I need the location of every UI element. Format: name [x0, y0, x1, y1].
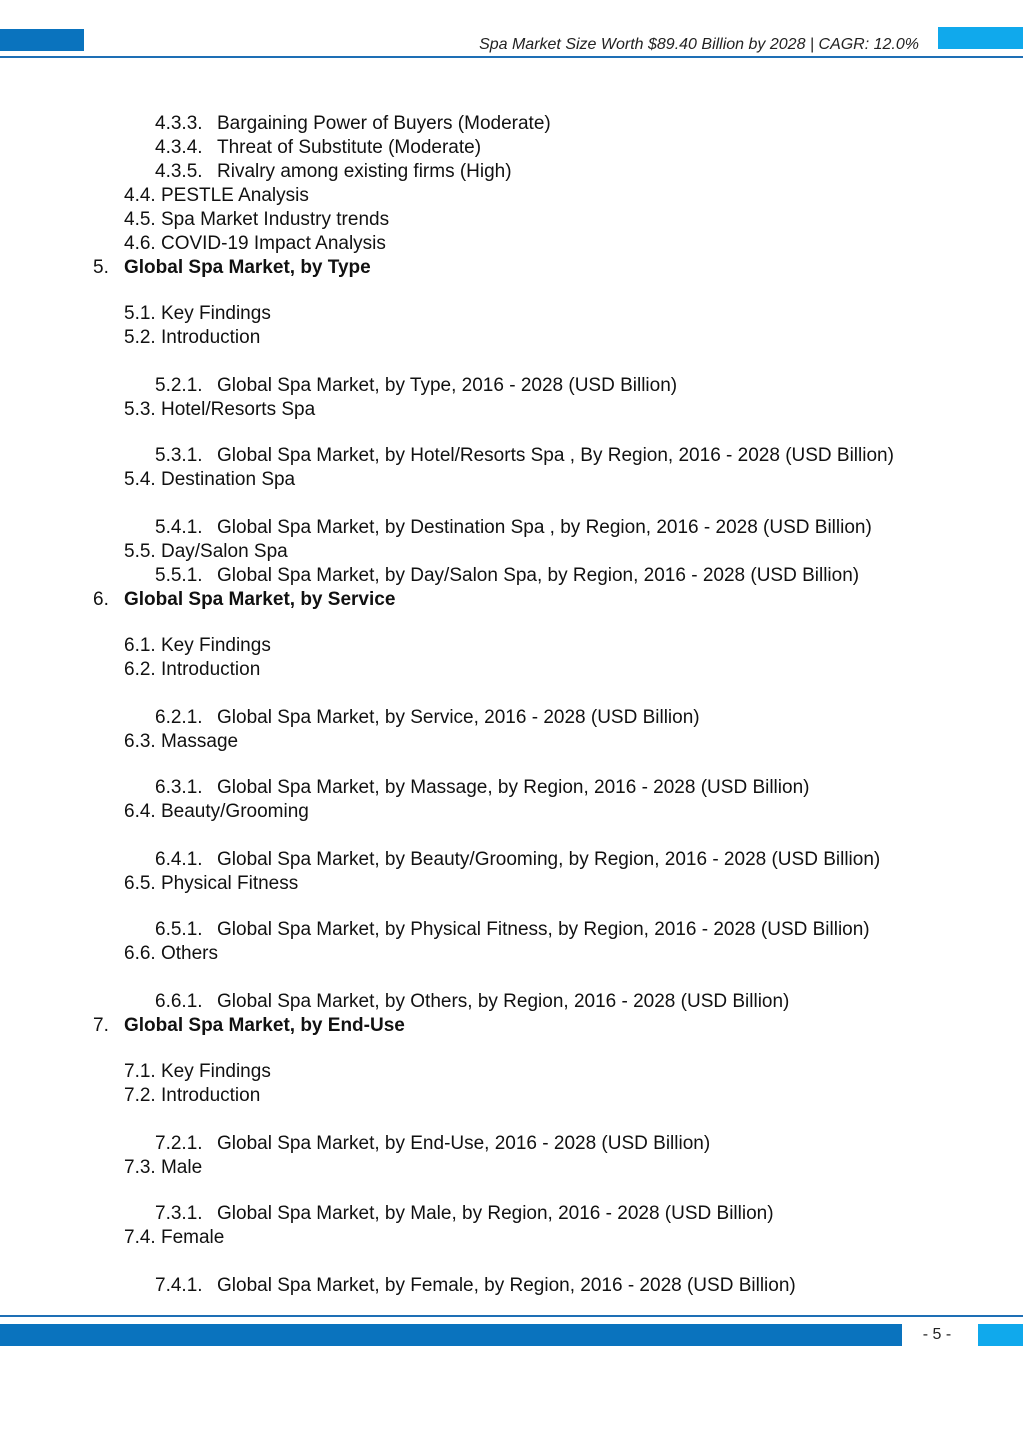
- toc-entry-label: Spa Market Industry trends: [160, 209, 390, 230]
- toc-entry-number: 7.2.1.: [155, 1133, 203, 1154]
- toc-entry-level-2[interactable]: [124, 1084, 260, 1108]
- toc-entry-level-3[interactable]: [155, 990, 789, 1014]
- toc-entry-label: Global Spa Market, by End-Use, 2016 - 2028 (USD Billion): [217, 1133, 711, 1154]
- toc-entry-level-3[interactable]: [155, 374, 677, 398]
- toc-entry-level-3[interactable]: [155, 1202, 774, 1226]
- toc-entry-label: Key Findings: [160, 1061, 271, 1082]
- toc-entry-label: Global Spa Market, by Male, by Region, 2016 - 2028 (USD Billion): [217, 1203, 774, 1224]
- toc-entry-number: 5.5.1.: [155, 565, 203, 586]
- toc-entry-level-2[interactable]: [124, 326, 260, 350]
- toc-entry-level-2[interactable]: [124, 398, 315, 422]
- toc-entry-number: 5.5.: [124, 541, 156, 562]
- toc-entry-level-2[interactable]: [124, 800, 309, 824]
- toc-entry-number: 6.1.: [124, 635, 156, 656]
- toc-entry-level-2[interactable]: [124, 468, 295, 492]
- toc-entry-level-3[interactable]: [155, 444, 894, 468]
- toc-entry-number: 6.: [93, 589, 109, 610]
- toc-entry-label: Global Spa Market, by Day/Salon Spa, by Region, 2016 - 2028 (USD Billion): [217, 565, 860, 586]
- toc-entry-label: Introduction: [160, 1085, 261, 1106]
- toc-entry-number: 5.2.: [124, 327, 156, 348]
- toc-entry-level-2[interactable]: [124, 730, 238, 754]
- toc-entry-level-2[interactable]: [124, 1226, 224, 1250]
- toc-entry-level-3[interactable]: [155, 776, 809, 800]
- toc-entry-label: Global Spa Market, by Service: [124, 589, 396, 610]
- toc-entry-label: Others: [160, 943, 219, 964]
- header-accent-right: [938, 27, 1023, 49]
- toc-entry-level-2[interactable]: [124, 184, 309, 208]
- toc-entry-number: 5.4.: [124, 469, 156, 490]
- running-header-title: Spa Market Size Worth $89.40 Billion by 2028 | CAGR: 12.0%: [479, 36, 919, 53]
- toc-entry-number: 7.3.1.: [155, 1203, 203, 1224]
- footer-accent-right: [978, 1324, 1023, 1346]
- toc-entry-label: Physical Fitness: [160, 873, 299, 894]
- toc-entry-label: Introduction: [160, 327, 261, 348]
- toc-entry-level-1[interactable]: [93, 588, 395, 612]
- toc-entry-number: 6.5.1.: [155, 919, 203, 940]
- toc-entry-number: 4.3.3.: [155, 113, 203, 134]
- toc-entry-level-3[interactable]: [155, 918, 870, 942]
- toc-entry-number: 4.5.: [124, 209, 156, 230]
- toc-entry-label: Global Spa Market, by Others, by Region, 2016 - 2028 (USD Billion): [217, 991, 790, 1012]
- toc-entry-label: Rivalry among existing firms (High): [217, 161, 512, 182]
- toc-entry-label: Global Spa Market, by Massage, by Region, 2016 - 2028 (USD Billion): [217, 777, 810, 798]
- header-rule: [0, 56, 1023, 58]
- toc-entry-level-3[interactable]: [155, 564, 859, 588]
- toc-entry-label: Global Spa Market, by Type, 2016 - 2028 (USD Billion): [217, 375, 678, 396]
- toc-entry-number: 6.6.: [124, 943, 156, 964]
- toc-entry-level-3[interactable]: [155, 136, 481, 160]
- toc-entry-level-2[interactable]: [124, 634, 271, 658]
- toc-entry-label: Global Spa Market, by Hotel/Resorts Spa , By Region, 2016 - 2028 (USD Billion): [217, 445, 894, 466]
- toc-entry-number: 4.3.5.: [155, 161, 203, 182]
- toc-entry-number: 5.3.1.: [155, 445, 203, 466]
- toc-entry-number: 7.: [93, 1015, 109, 1036]
- toc-entry-number: 5.: [93, 257, 109, 278]
- toc-entry-number: 6.5.: [124, 873, 156, 894]
- toc-entry-label: Global Spa Market, by End-Use: [124, 1015, 405, 1036]
- toc-entry-number: 7.3.: [124, 1157, 156, 1178]
- toc-entry-label: Female: [160, 1227, 225, 1248]
- footer-accent-bar: [0, 1324, 902, 1346]
- toc-entry-number: 6.2.: [124, 659, 156, 680]
- toc-entry-label: PESTLE Analysis: [160, 185, 309, 206]
- toc-entry-level-1[interactable]: [93, 256, 371, 280]
- toc-entry-level-2[interactable]: [124, 302, 271, 326]
- toc-entry-label: Destination Spa: [160, 469, 296, 490]
- toc-entry-number: 7.1.: [124, 1061, 156, 1082]
- toc-entry-level-2[interactable]: [124, 942, 218, 966]
- toc-entry-number: 5.2.1.: [155, 375, 203, 396]
- toc-entry-number: 4.4.: [124, 185, 156, 206]
- toc-entry-label: Massage: [160, 731, 239, 752]
- toc-entry-level-3[interactable]: [155, 516, 872, 540]
- toc-entry-number: 6.4.1.: [155, 849, 203, 870]
- toc-entry-label: Introduction: [160, 659, 261, 680]
- toc-entry-label: Hotel/Resorts Spa: [160, 399, 316, 420]
- toc-entry-level-2[interactable]: [124, 232, 386, 256]
- toc-entry-label: Beauty/Grooming: [160, 801, 309, 822]
- toc-entry-label: Male: [160, 1157, 203, 1178]
- toc-entry-label: Global Spa Market, by Beauty/Grooming, by Region, 2016 - 2028 (USD Billion): [217, 849, 881, 870]
- toc-entry-level-3[interactable]: [155, 848, 880, 872]
- page-number: - 5 -: [922, 1326, 952, 1343]
- toc-entry-number: 6.3.1.: [155, 777, 203, 798]
- toc-entry-label: Global Spa Market, by Female, by Region, 2016 - 2028 (USD Billion): [217, 1275, 796, 1296]
- toc-entry-level-2[interactable]: [124, 658, 260, 682]
- toc-entry-label: Threat of Substitute (Moderate): [217, 137, 482, 158]
- toc-entry-number: 5.3.: [124, 399, 156, 420]
- toc-entry-number: 7.4.: [124, 1227, 156, 1248]
- toc-entry-number: 4.3.4.: [155, 137, 203, 158]
- toc-entry-label: Key Findings: [160, 635, 271, 656]
- toc-entry-level-3[interactable]: [155, 1274, 796, 1298]
- toc-entry-label: Day/Salon Spa: [160, 541, 288, 562]
- toc-entry-level-3[interactable]: [155, 1132, 710, 1156]
- toc-entry-level-2[interactable]: [124, 872, 298, 896]
- toc-entry-number: 6.4.: [124, 801, 156, 822]
- toc-entry-level-2[interactable]: [124, 540, 288, 564]
- toc-entry-label: COVID-19 Impact Analysis: [160, 233, 386, 254]
- toc-entry-label: Global Spa Market, by Physical Fitness, by Region, 2016 - 2028 (USD Billion): [217, 919, 870, 940]
- toc-entry-label: Global Spa Market, by Type: [124, 257, 371, 278]
- toc-entry-label: Bargaining Power of Buyers (Moderate): [217, 113, 551, 134]
- toc-entry-label: Global Spa Market, by Service, 2016 - 2028 (USD Billion): [217, 707, 700, 728]
- toc-entry-level-2[interactable]: [124, 1060, 271, 1084]
- toc-entry-level-1[interactable]: [93, 1014, 405, 1038]
- toc-entry-number: 5.4.1.: [155, 517, 203, 538]
- toc-entry-level-2[interactable]: [124, 208, 389, 232]
- toc-entry-number: 7.2.: [124, 1085, 156, 1106]
- toc-entry-number: 6.2.1.: [155, 707, 203, 728]
- toc-entry-number: 7.4.1.: [155, 1275, 203, 1296]
- toc-entry-level-3[interactable]: [155, 706, 700, 730]
- header-accent-left: [0, 29, 84, 51]
- toc-entry-number: 6.3.: [124, 731, 156, 752]
- toc-entry-level-2[interactable]: [124, 1156, 202, 1180]
- toc-entry-level-3[interactable]: [155, 112, 551, 136]
- toc-entry-number: 5.1.: [124, 303, 156, 324]
- toc-entry-label: Key Findings: [160, 303, 271, 324]
- toc-entry-number: 6.6.1.: [155, 991, 203, 1012]
- toc-entry-label: Global Spa Market, by Destination Spa , by Region, 2016 - 2028 (USD Billion): [217, 517, 872, 538]
- toc-entry-level-3[interactable]: [155, 160, 512, 184]
- toc-entry-number: 4.6.: [124, 233, 156, 254]
- footer-rule: [0, 1315, 1023, 1317]
